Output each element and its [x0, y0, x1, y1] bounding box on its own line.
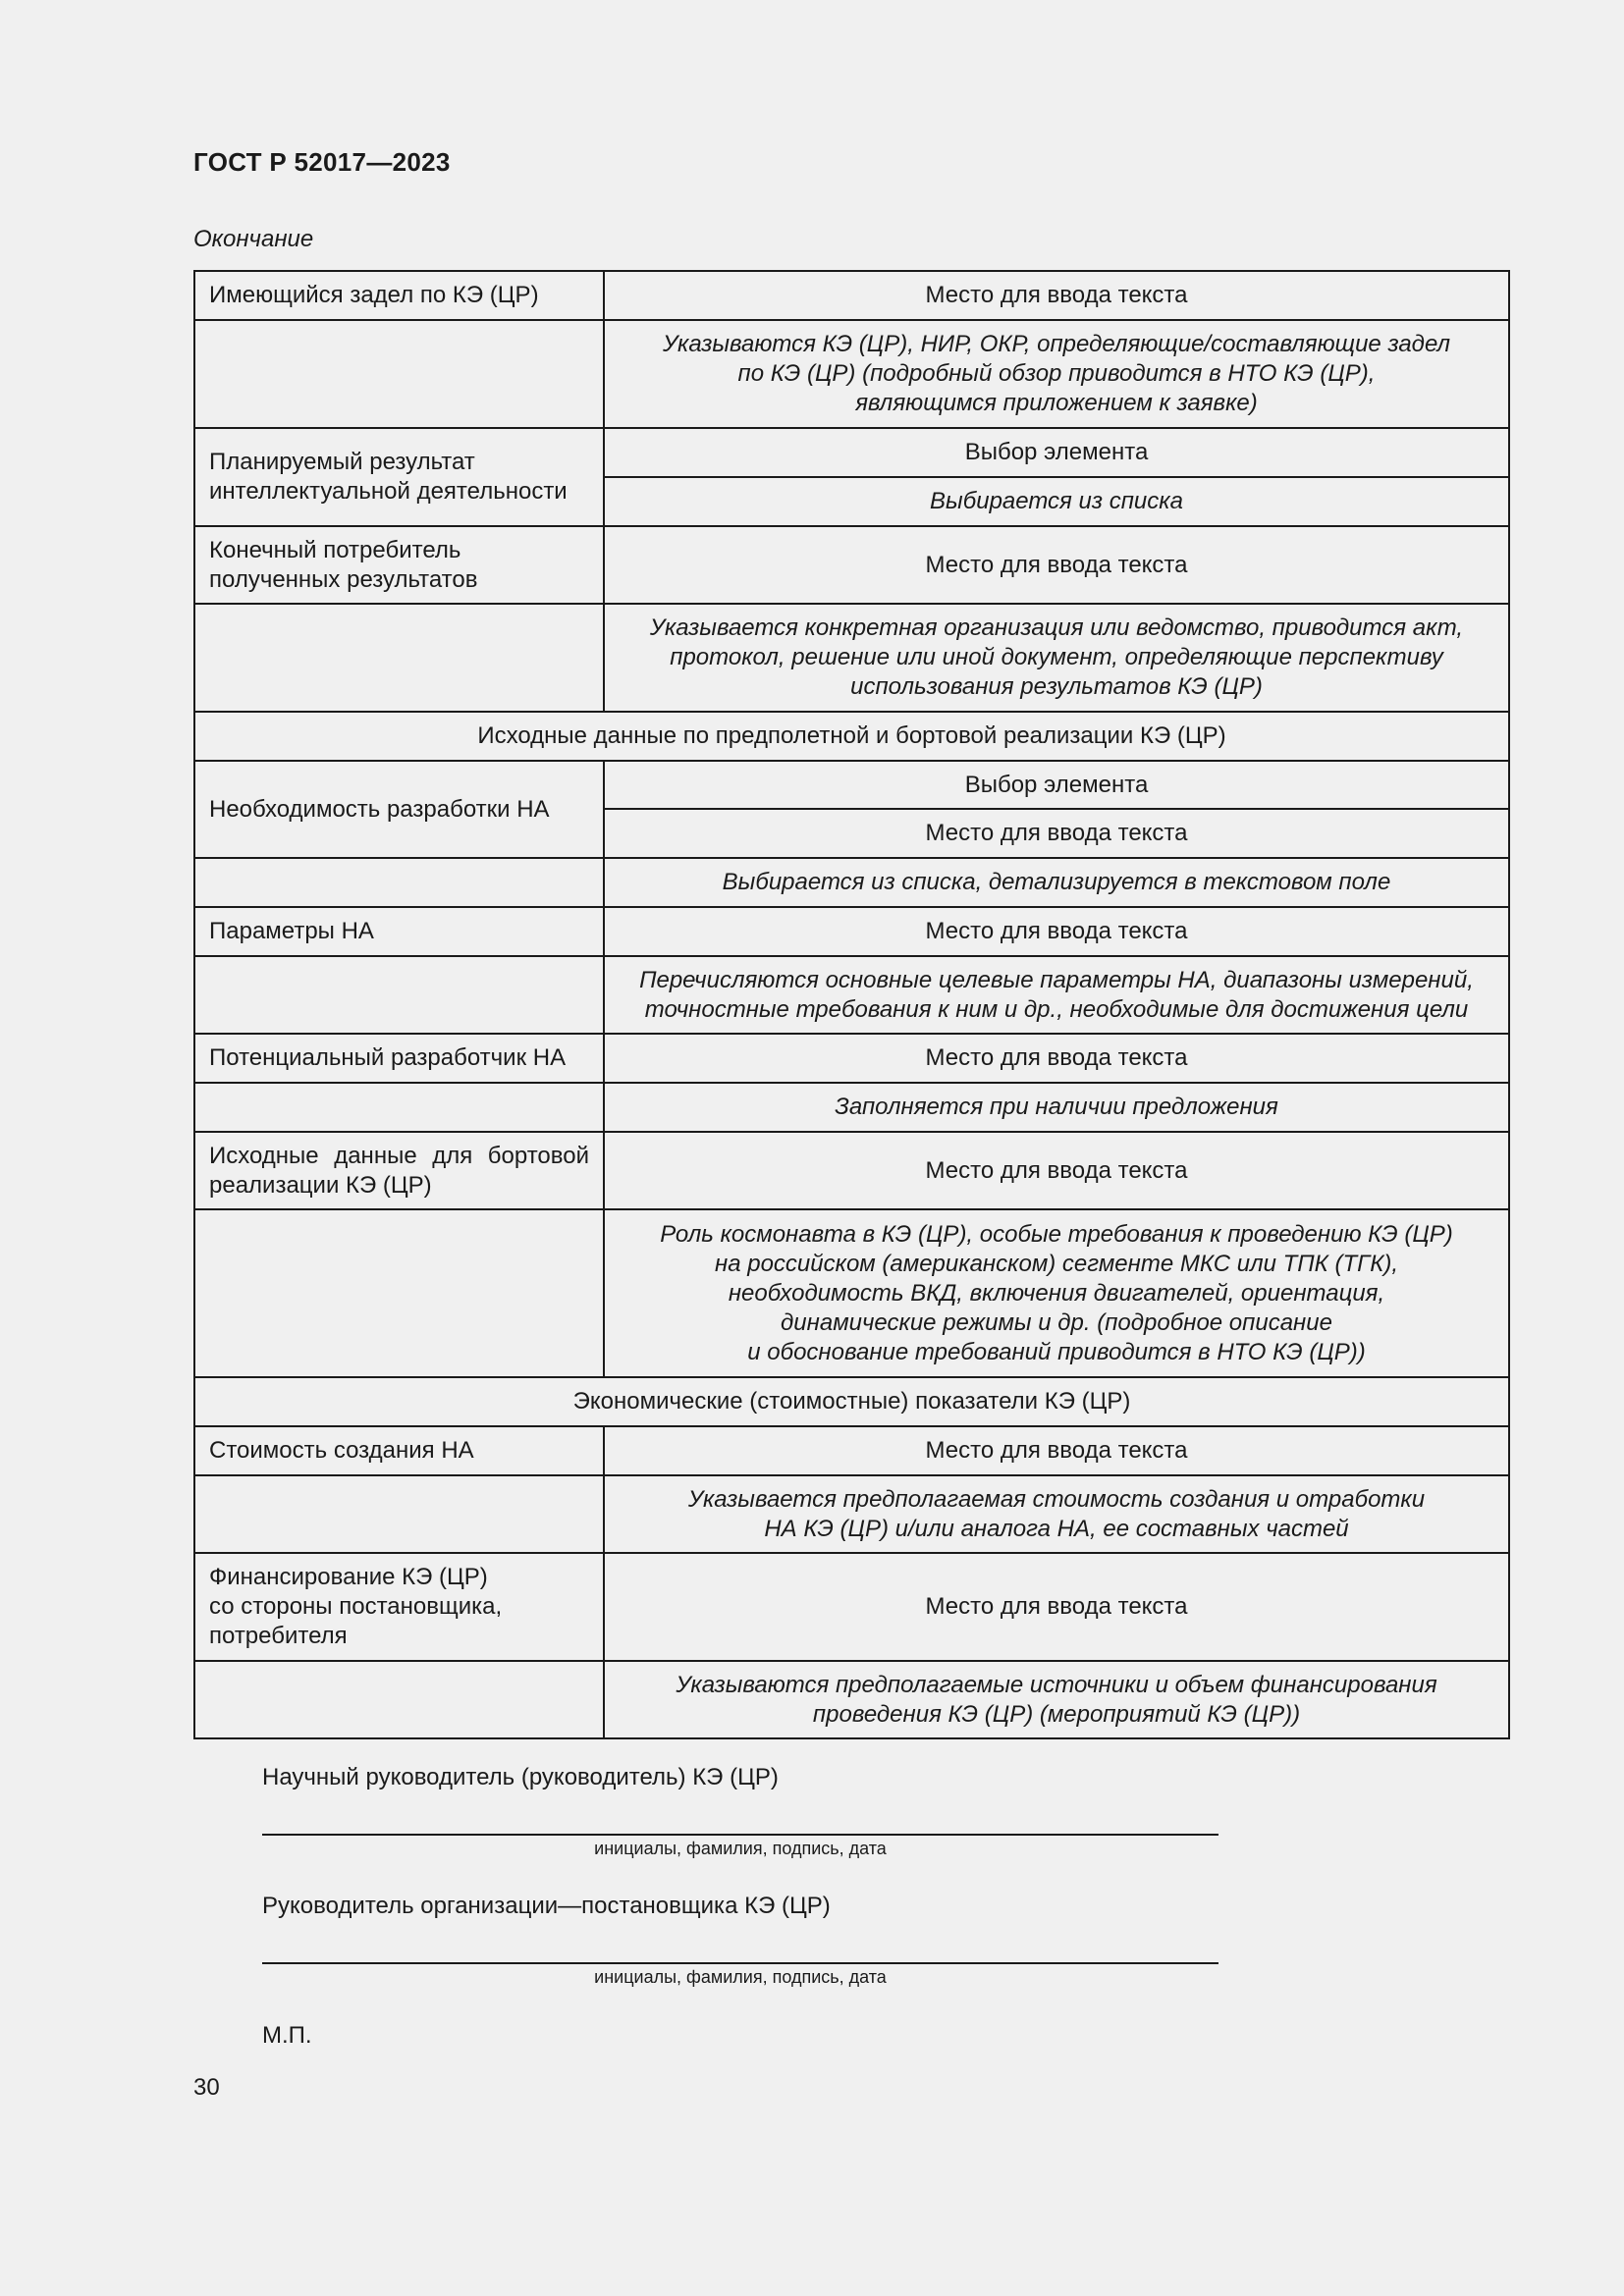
- section-row: [194, 1377, 1509, 1426]
- text-entry-field[interactable]: Место для ввода текста: [604, 271, 1509, 320]
- standard-code: ГОСТ Р 52017—2023: [193, 147, 451, 177]
- row-label: Планируемый результат интеллектуальной деятельности: [194, 428, 604, 526]
- row-note: [604, 320, 1509, 428]
- section-heading: Экономические (стоимостные) показатели КЭ (ЦР): [194, 1377, 1509, 1426]
- table-row: [194, 1132, 1509, 1209]
- text-entry-field[interactable]: Место для ввода текста: [604, 1132, 1509, 1209]
- note-text: Роль космонавта в КЭ (ЦР), особые требования к проведению КЭ (ЦР) на российском (американском) сегменте МКС или ТПК (ТГК), необходимость ВКД, включения двигателей, ориентация, динамические режимы и др. (подробное описание и обоснование требований приводится в НТО КЭ (ЦР)): [660, 1220, 1453, 1365]
- table-row: [194, 1426, 1509, 1475]
- table-row: [194, 271, 1509, 320]
- empty-cell: [194, 320, 604, 428]
- element-select[interactable]: Выбор элемента: [604, 761, 1509, 809]
- text-entry-field[interactable]: Место для ввода текста: [604, 809, 1509, 858]
- row-label: Параметры НА: [194, 907, 604, 956]
- page-number: 30: [193, 2074, 220, 2101]
- stamp-label: М.П.: [262, 2022, 312, 2049]
- empty-cell: [194, 1661, 604, 1738]
- scientific-lead-caption: инициалы, фамилия, подпись, дата: [594, 1839, 887, 1858]
- org-head-signature-line[interactable]: [262, 1962, 1218, 1964]
- row-label: Стоимость создания НА: [194, 1426, 604, 1475]
- row-label: Необходимость разработки НА: [194, 761, 604, 858]
- row-label: [194, 1553, 604, 1661]
- table-row: [194, 761, 1509, 809]
- row-label: Потенциальный разработчик НА: [194, 1034, 604, 1083]
- table-row: [194, 1661, 1509, 1738]
- note-text: Указывается предполагаемая стоимость создания и отработки НА КЭ (ЦР) и/или аналога НА, ее составных частей: [687, 1485, 1426, 1542]
- text-entry-field[interactable]: Место для ввода текста: [604, 907, 1509, 956]
- table-row: [194, 1083, 1509, 1132]
- element-select[interactable]: Выбор элемента: [604, 428, 1509, 477]
- text-entry-field[interactable]: Место для ввода текста: [604, 526, 1509, 604]
- row-label: Конечный потребитель полученных результатов: [194, 526, 604, 604]
- empty-cell: [194, 1083, 604, 1132]
- empty-cell: [194, 1209, 604, 1377]
- continuation-label: Окончание: [193, 226, 314, 252]
- row-note: [604, 1661, 1509, 1738]
- row-note: Выбирается из списка, детализируется в текстовом поле: [604, 858, 1509, 907]
- text-entry-field[interactable]: Место для ввода текста: [604, 1034, 1509, 1083]
- text-entry-field[interactable]: Место для ввода текста: [604, 1553, 1509, 1661]
- table-row: [194, 526, 1509, 604]
- org-head-caption: инициалы, фамилия, подпись, дата: [594, 1967, 887, 1987]
- org-head-label: Руководитель организации—постановщика КЭ (ЦР): [262, 1893, 831, 1919]
- row-note: [604, 1475, 1509, 1553]
- note-text: Указываются КЭ (ЦР), НИР, ОКР, определяющие/составляющие задел по КЭ (ЦР) (подробный обзор приводится в НТО КЭ (ЦР), являющимся приложением к заявке): [662, 331, 1451, 416]
- row-note: [604, 956, 1509, 1034]
- note-text: Перечисляются основные целевые параметры НА, диапазоны измерений, точностные требования к ним и др., необходимые для достижения цели: [639, 966, 1474, 1023]
- row-note: [604, 604, 1509, 712]
- table-row: [194, 1034, 1509, 1083]
- table-row: [194, 1553, 1509, 1661]
- table-row: [194, 604, 1509, 712]
- empty-cell: [194, 1475, 604, 1553]
- note-text: Указываются предполагаемые источники и объем финансирования проведения КЭ (ЦР) (мероприятий КЭ (ЦР)): [676, 1671, 1437, 1728]
- row-label: Исходные данные для бортовой реализации КЭ (ЦР): [194, 1132, 604, 1209]
- application-form-table: [193, 270, 1510, 1739]
- table-row: [194, 956, 1509, 1034]
- table-row: [194, 907, 1509, 956]
- empty-cell: [194, 604, 604, 712]
- empty-cell: [194, 858, 604, 907]
- table-row: [194, 1209, 1509, 1377]
- scientific-lead-signature-line[interactable]: [262, 1834, 1218, 1836]
- row-note: [604, 1209, 1509, 1377]
- table-row: [194, 320, 1509, 428]
- note-text: Указывается конкретная организация или ведомство, приводится акт, протокол, решение или иной документ, определяющие перспективу использования результатов КЭ (ЦР): [649, 614, 1464, 700]
- row-label: Имеющийся задел по КЭ (ЦР): [194, 271, 604, 320]
- scientific-lead-label: Научный руководитель (руководитель) КЭ (ЦР): [262, 1764, 779, 1790]
- row-note: Заполняется при наличии предложения: [604, 1083, 1509, 1132]
- empty-cell: [194, 956, 604, 1034]
- row-note: Выбирается из списка: [604, 477, 1509, 526]
- table-row: [194, 1475, 1509, 1553]
- section-row: [194, 712, 1509, 761]
- label-text: Финансирование КЭ (ЦР) со стороны постановщика, потребителя: [209, 1564, 503, 1649]
- table-row: [194, 858, 1509, 907]
- section-heading: Исходные данные по предполетной и бортовой реализации КЭ (ЦР): [194, 712, 1509, 761]
- table-row: [194, 428, 1509, 477]
- text-entry-field[interactable]: Место для ввода текста: [604, 1426, 1509, 1475]
